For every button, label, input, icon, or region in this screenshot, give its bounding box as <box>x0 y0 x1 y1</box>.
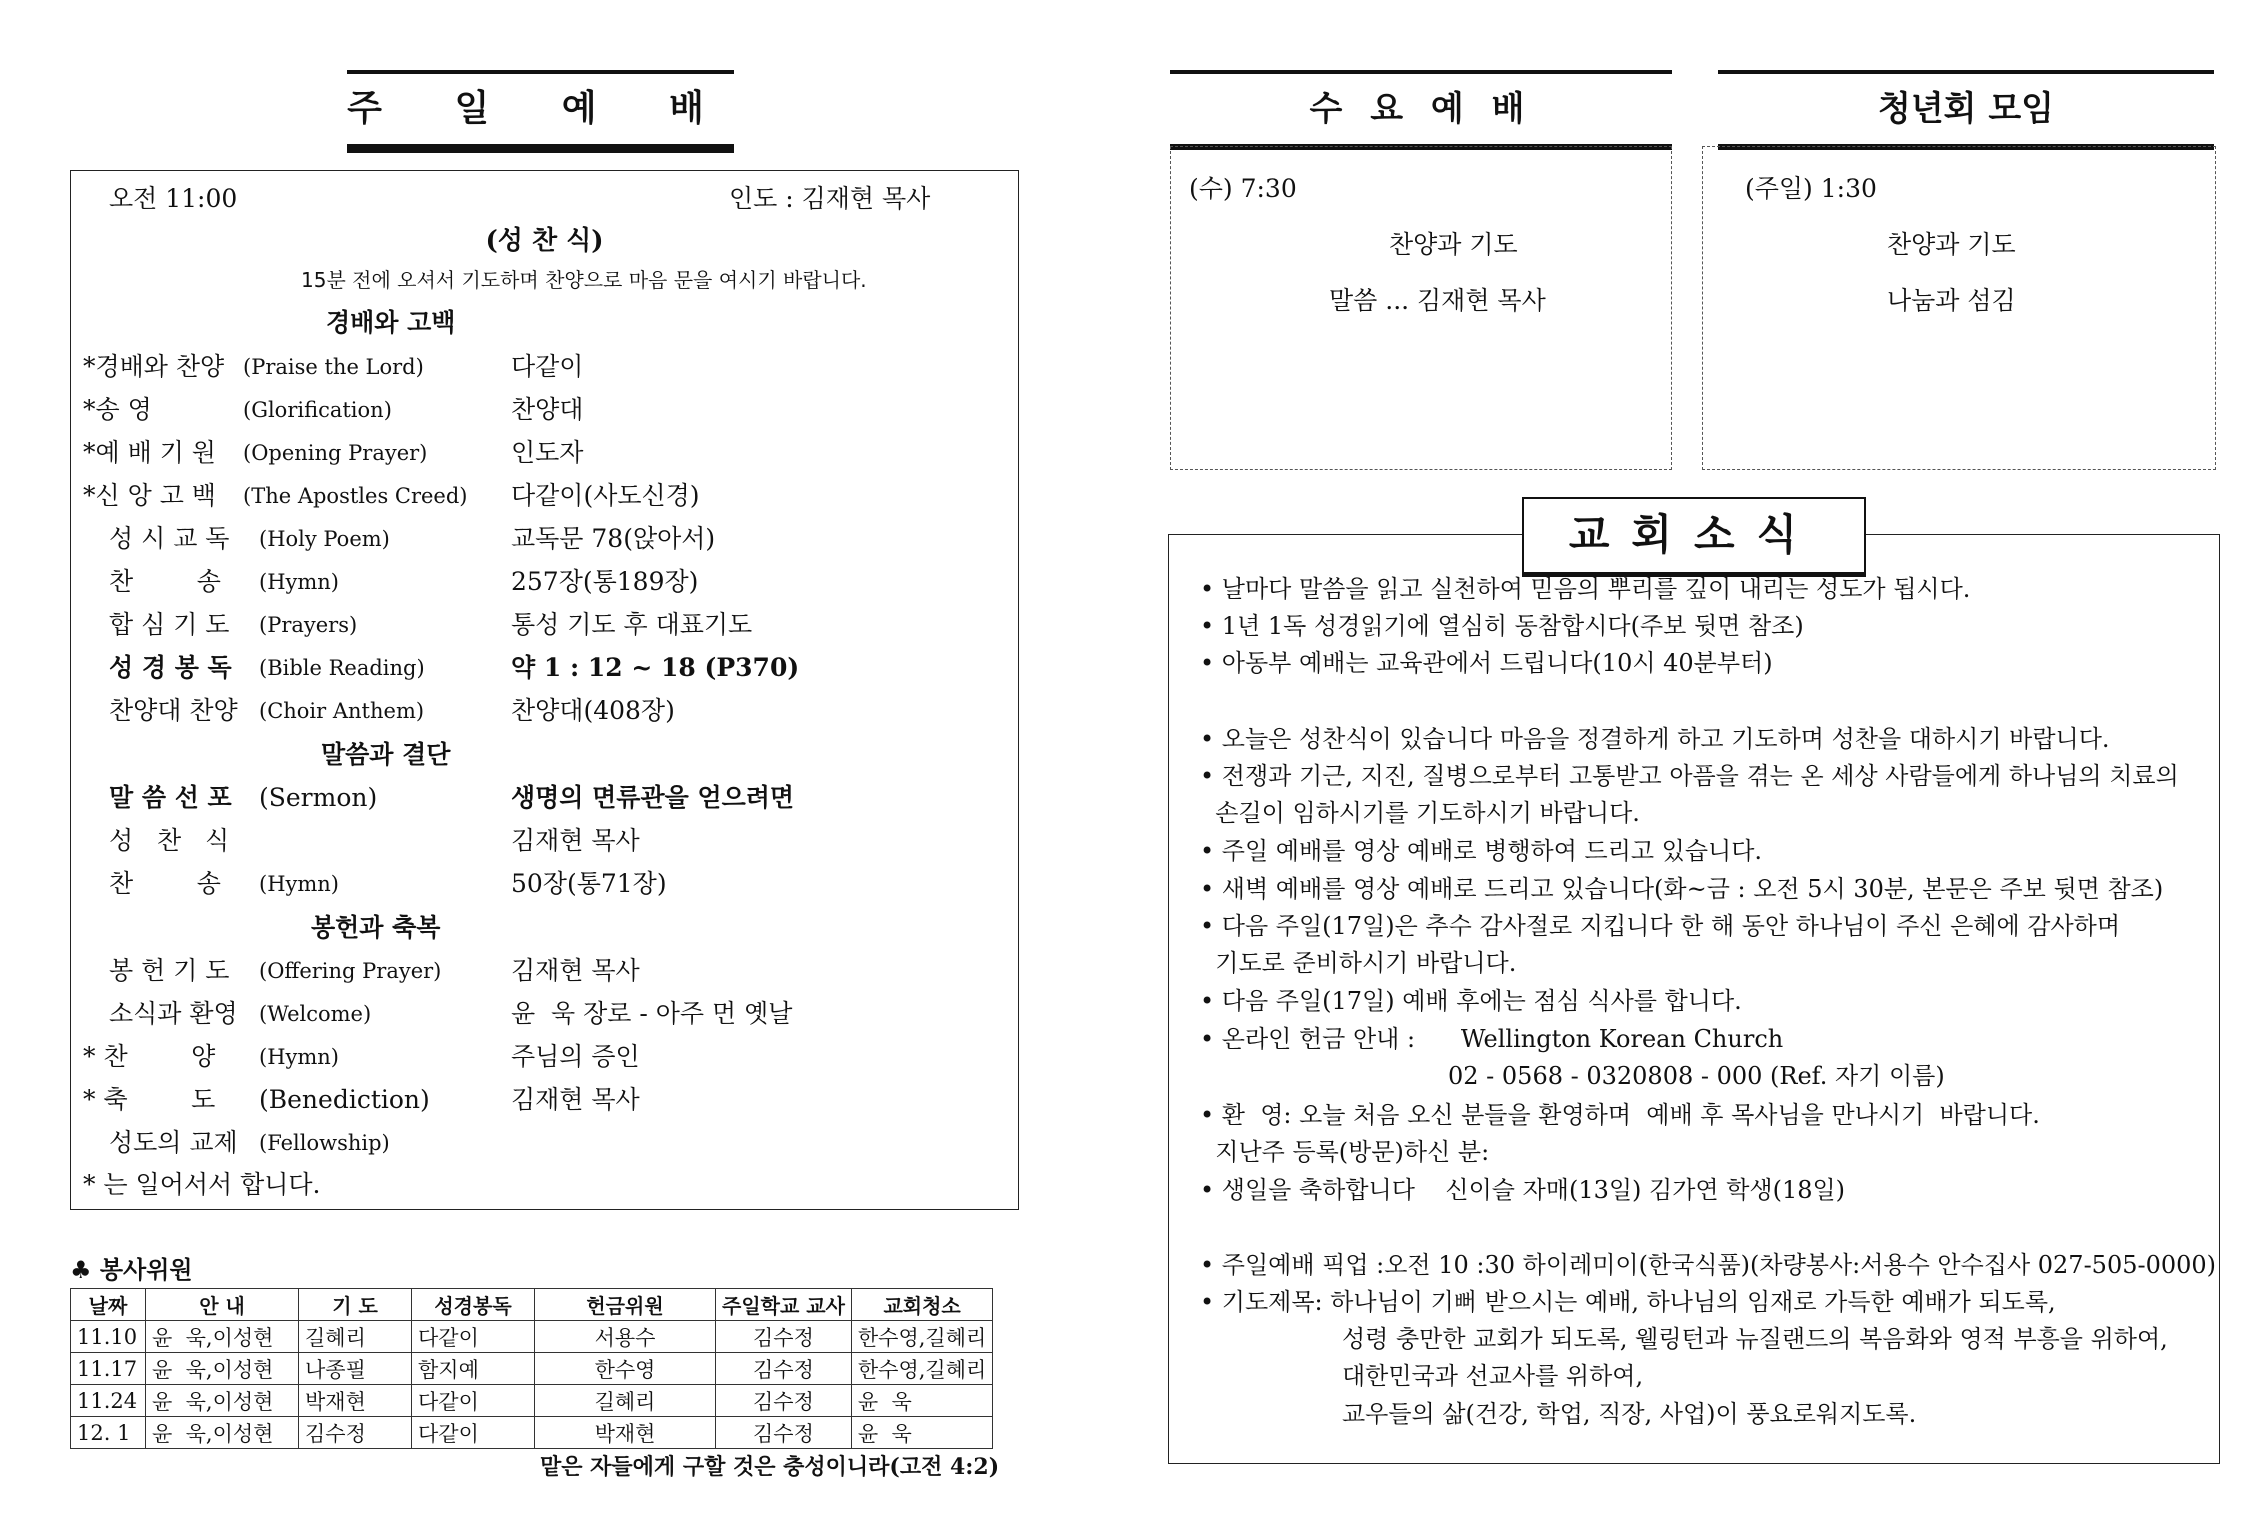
order-en: (Choir Anthem) <box>259 699 425 723</box>
news-item: 손길이 임하시기를 기도하시기 바랍니다. <box>1200 799 1640 827</box>
order-detail: 김재현 목사 <box>511 826 640 855</box>
order-detail: 찬양대 <box>511 395 584 424</box>
order-en: (Glorification) <box>243 398 392 422</box>
table-cell: 김수정 <box>299 1417 412 1449</box>
news-item: • 기도제목: 하나님이 기뻐 받으시는 예배, 하나님의 임재로 가득한 예배가 되도록, <box>1200 1288 2056 1316</box>
news-item: • 주일예배 픽업 :오전 10 :30 하이레미이(한국식품)(차량봉사:서용수 안수집사 027-505-0000) <box>1200 1251 2217 1279</box>
order-item <box>71 390 1018 430</box>
order-detail: 50장(통71장) <box>511 869 667 898</box>
table-header-row <box>71 1289 993 1321</box>
order-detail: 다같이 <box>511 352 584 381</box>
order-name: 성도의 교제 <box>109 1128 238 1157</box>
news-item: 기도로 준비하시기 바랍니다. <box>1200 949 1517 977</box>
order-name: * 찬 양 <box>83 1042 216 1071</box>
order-name: *경배와 찬양 <box>83 352 225 381</box>
order-item <box>71 994 1018 1034</box>
volunteers-title: ♣ 봉사위원 <box>70 1256 193 1284</box>
order-item <box>71 951 1018 991</box>
order-name: *예 배 기 원 <box>83 438 216 467</box>
news-item: • 전쟁과 기근, 지진, 질병으로부터 고통받고 아픔을 겪는 온 세상 사람들에게 하나님의 치료의 <box>1200 762 2179 790</box>
table-cell: 윤 욱,이성현 <box>146 1385 299 1417</box>
order-name: 찬 송 <box>109 869 221 898</box>
order-detail: 약 1 : 12 ~ 18 (P370) <box>511 653 800 682</box>
news-item: • 새벽 예배를 영상 예배로 드리고 있습니다(화~금 : 오전 5시 30분, 본문은 주보 뒷면 참조) <box>1200 875 2164 903</box>
order-name: 성 경 봉 독 <box>109 653 232 682</box>
wednesday-line2: 말씀 ... 김재현 목사 <box>1329 286 1546 315</box>
news-item: 대한민국과 선교사를 위하여, <box>1342 1362 1644 1390</box>
table-cell: 한수영,길혜리 <box>851 1321 992 1353</box>
order-en: (Prayers) <box>259 613 358 637</box>
order-item <box>71 476 1018 516</box>
order-item <box>71 433 1018 473</box>
sunday-service-title: 주 일 예 배 <box>347 70 734 153</box>
table-cell: 한수영 <box>535 1353 716 1385</box>
news-item: • 오늘은 성찬식이 있습니다 마음을 정결하게 하고 기도하며 성찬을 대하시기 바랍니다. <box>1200 725 2110 753</box>
table-cell: 다같이 <box>412 1417 535 1449</box>
communion-note: 15분 전에 오셔서 기도하며 찬양으로 마음 문을 여시기 바랍니다. <box>301 268 867 292</box>
table-cell: 박재현 <box>299 1385 412 1417</box>
order-detail: 인도자 <box>511 438 584 467</box>
order-name: 찬양대 찬양 <box>109 696 238 725</box>
news-item: • 생일을 축하합니다 신이슬 자매(13일) 김가연 학생(18일) <box>1200 1176 1846 1204</box>
table-cell: 길혜리 <box>535 1385 716 1417</box>
order-en: (Welcome) <box>259 1002 372 1026</box>
order-name: 소식과 환영 <box>109 999 238 1028</box>
table-row <box>71 1417 993 1449</box>
table-cell: 김수정 <box>716 1321 852 1353</box>
standing-footnote <box>71 1165 1018 1205</box>
column-header: 헌금위원 <box>535 1289 716 1321</box>
order-en: (Bible Reading) <box>259 656 425 680</box>
order-name: * 축 도 <box>83 1085 216 1114</box>
sunday-service-box <box>70 170 1019 1210</box>
order-en: (Holy Poem) <box>259 527 390 551</box>
table-cell: 다같이 <box>412 1385 535 1417</box>
order-item <box>71 605 1018 645</box>
wednesday-time: (수) 7:30 <box>1189 174 1297 203</box>
table-cell: 윤 욱,이성현 <box>146 1353 299 1385</box>
table-cell: 한수영,길혜리 <box>851 1353 992 1385</box>
table-cell: 나종필 <box>299 1353 412 1385</box>
news-item: • 온라인 헌금 안내 : Wellington Korean Church <box>1200 1025 1784 1053</box>
order-name: 찬 송 <box>109 567 221 596</box>
closing-verse: 맡은 자들에게 구할 것은 충성이니라(고전 4:2) <box>540 1454 1000 1480</box>
order-name: *송 영 <box>83 395 152 424</box>
table-cell: 11.17 <box>71 1353 146 1385</box>
column-header: 주일학교 교사 <box>716 1289 852 1321</box>
table-cell: 길혜리 <box>299 1321 412 1353</box>
section-worship-confession: 경배와 고백 <box>326 308 456 337</box>
order-item <box>71 347 1018 387</box>
order-detail: 찬양대(408장) <box>511 696 675 725</box>
order-detail: 생명의 면류관을 얻으려면 <box>511 783 795 812</box>
section-offering-blessing: 봉헌과 축복 <box>311 913 441 942</box>
communion-title: (성 찬 식) <box>485 226 604 256</box>
table-cell: 윤 욱 <box>851 1417 992 1449</box>
youth-line1: 찬양과 기도 <box>1887 230 2016 259</box>
news-item: • 다음 주일(17일) 예배 후에는 점심 식사를 합니다. <box>1200 987 1742 1015</box>
table-cell: 서용수 <box>535 1321 716 1353</box>
order-name: 합 심 기 도 <box>109 610 230 639</box>
table-cell: 윤 욱,이성현 <box>146 1417 299 1449</box>
column-header: 성경봉독 <box>412 1289 535 1321</box>
table-cell: 윤 욱 <box>851 1385 992 1417</box>
order-detail: 교독문 78(앉아서) <box>511 524 716 553</box>
order-name: 봉 헌 기 도 <box>109 956 230 985</box>
news-item: 02 - 0568 - 0320808 - 000 (Ref. 자기 이름) <box>1448 1062 1945 1090</box>
order-en: (Sermon) <box>259 783 378 812</box>
news-item: 교우들의 삶(건강, 학업, 직장, 사업)이 풍요로워지도록. <box>1342 1400 1917 1428</box>
church-news-title: 교회소식 <box>1522 497 1866 577</box>
table-cell: 김수정 <box>716 1353 852 1385</box>
youth-meeting-box <box>1702 146 2216 470</box>
order-item <box>71 691 1018 731</box>
order-item <box>71 562 1018 602</box>
youth-line2: 나눔과 섬김 <box>1887 286 2016 315</box>
table-row <box>71 1321 993 1353</box>
order-detail: 김재현 목사 <box>511 956 640 985</box>
order-name: *신 앙 고 백 <box>83 481 216 510</box>
youth-meeting-title: 청년회 모임 <box>1718 70 2214 150</box>
news-item: • 주일 예배를 영상 예배로 병행하여 드리고 있습니다. <box>1200 837 1763 865</box>
order-name: 말 씀 선 포 <box>109 783 232 812</box>
order-en: (Offering Prayer) <box>259 959 442 983</box>
footnote-text: * 는 일어서서 합니다. <box>83 1170 321 1199</box>
table-cell: 김수정 <box>716 1385 852 1417</box>
news-item: 지난주 등록(방문)하신 분: <box>1200 1138 1490 1166</box>
section-word-decision: 말씀과 결단 <box>321 740 451 769</box>
service-leader: 인도 : 김재현 목사 <box>729 184 931 213</box>
order-item <box>71 821 1018 861</box>
youth-time: (주일) 1:30 <box>1745 174 1877 203</box>
order-en: (Praise the Lord) <box>243 355 424 379</box>
order-detail: 다같이(사도신경) <box>511 481 700 510</box>
order-item <box>71 864 1018 904</box>
order-name: 성 시 교 독 <box>109 524 230 553</box>
table-cell: 다같이 <box>412 1321 535 1353</box>
table-cell: 윤 욱,이성현 <box>146 1321 299 1353</box>
order-item <box>71 648 1018 688</box>
news-item: • 아동부 예배는 교육관에서 드립니다(10시 40분부터) <box>1200 649 1773 677</box>
order-detail: 주님의 증인 <box>511 1042 640 1071</box>
order-item <box>71 1037 1018 1077</box>
table-cell: 박재현 <box>535 1417 716 1449</box>
table-cell: 11.10 <box>71 1321 146 1353</box>
order-name: 성 찬 식 <box>109 826 230 855</box>
news-item: • 1년 1독 성경읽기에 열심히 동참합시다(주보 뒷면 참조) <box>1200 612 1804 640</box>
column-header: 기 도 <box>299 1289 412 1321</box>
service-time: 오전 11:00 <box>109 184 238 213</box>
wednesday-service-title: 수 요 예 배 <box>1170 70 1672 150</box>
table-row <box>71 1353 993 1385</box>
column-header: 교회청소 <box>851 1289 992 1321</box>
order-detail: 김재현 목사 <box>511 1085 640 1114</box>
news-item: 성령 충만한 교회가 되도록, 웰링턴과 뉴질랜드의 복음화와 영적 부흥을 위하여, <box>1342 1325 2168 1353</box>
order-detail: 통성 기도 후 대표기도 <box>511 610 753 639</box>
order-en: (Hymn) <box>259 570 340 594</box>
order-detail: 257장(통189장) <box>511 567 699 596</box>
order-item <box>71 519 1018 559</box>
wednesday-line1: 찬양과 기도 <box>1389 230 1518 259</box>
order-en: (Hymn) <box>259 1045 340 1069</box>
news-item: • 환 영: 오늘 처음 오신 분들을 환영하며 예배 후 목사님을 만나시기 바랍니다. <box>1200 1101 2040 1129</box>
column-header: 날짜 <box>71 1289 146 1321</box>
order-detail: 윤 욱 장로 - 아주 먼 옛날 <box>511 999 793 1028</box>
order-item <box>71 778 1018 818</box>
wednesday-service-box <box>1170 146 1672 470</box>
order-en: (Hymn) <box>259 872 340 896</box>
volunteers-table <box>70 1288 993 1449</box>
table-cell: 함지예 <box>412 1353 535 1385</box>
table-cell: 김수정 <box>716 1417 852 1449</box>
table-cell: 12. 1 <box>71 1417 146 1449</box>
order-en: (The Apostles Creed) <box>243 484 468 508</box>
order-en: (Benediction) <box>259 1085 430 1114</box>
order-en: (Fellowship) <box>259 1131 390 1155</box>
table-row <box>71 1385 993 1417</box>
news-item: • 날마다 말씀을 읽고 실천하여 믿음의 뿌리를 깊이 내리는 성도가 됩시다. <box>1200 575 1971 603</box>
order-item <box>71 1080 1018 1120</box>
order-en: (Opening Prayer) <box>243 441 428 465</box>
table-cell: 11.24 <box>71 1385 146 1417</box>
order-item <box>71 1123 1018 1163</box>
news-item: • 다음 주일(17일)은 추수 감사절로 지킵니다 한 해 동안 하나님이 주신 은혜에 감사하며 <box>1200 912 2121 940</box>
column-header: 안 내 <box>146 1289 299 1321</box>
